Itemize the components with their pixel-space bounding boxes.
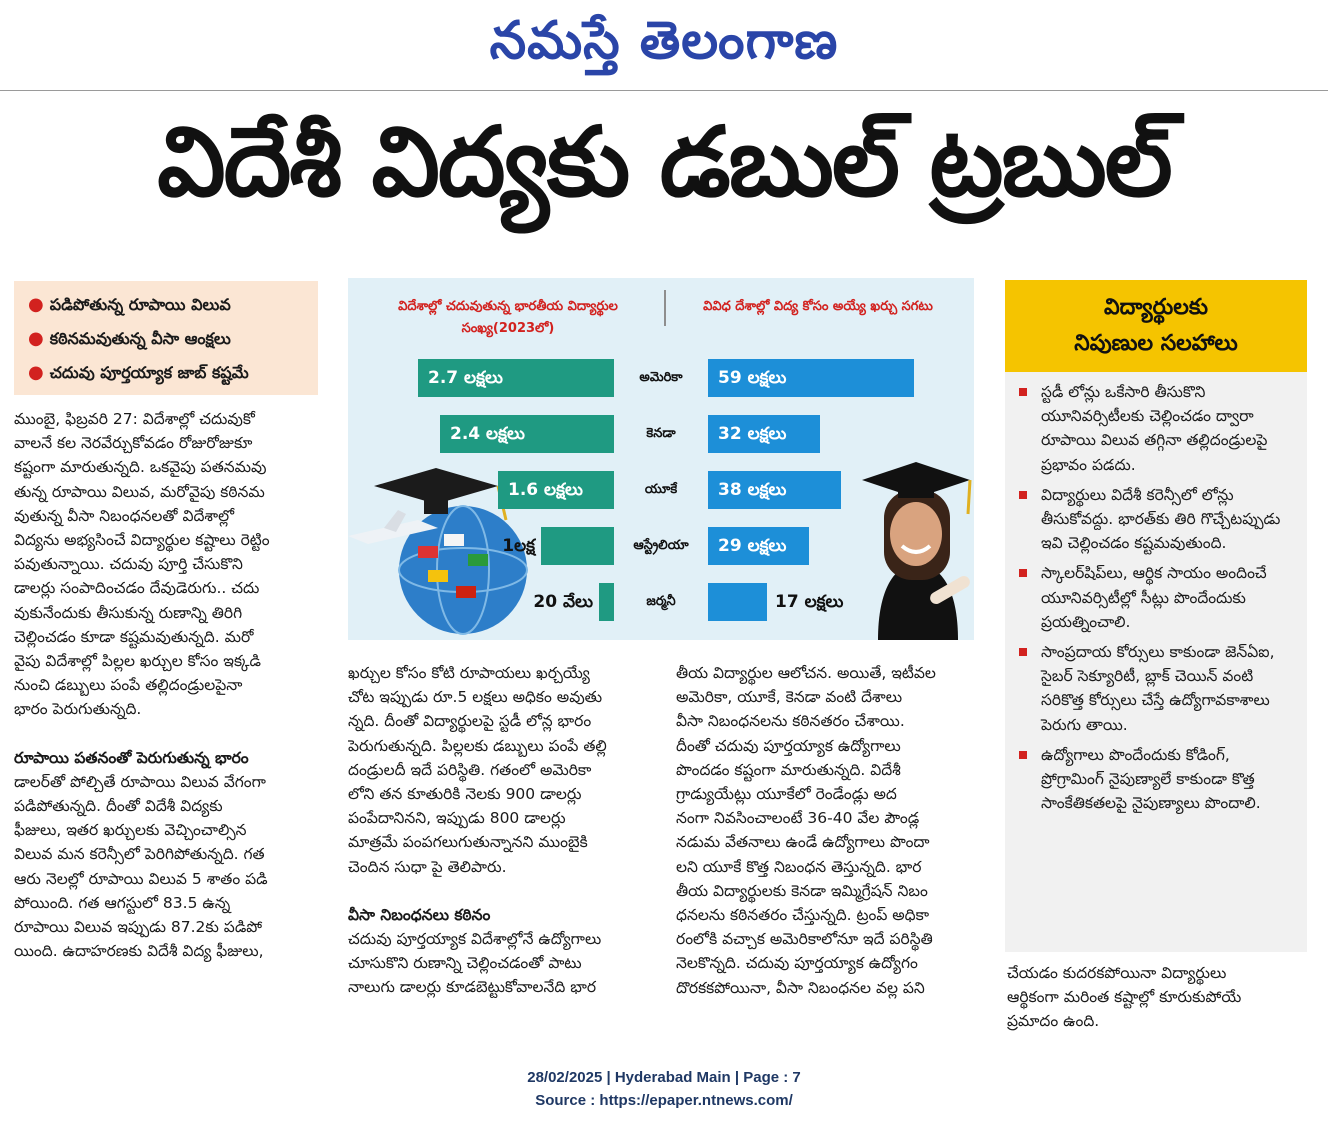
chart-data-label: 32 లక్షలు (718, 424, 787, 444)
article-line: పవుతున్నాయి. చదువు పూర్తి చేసుకొని (14, 555, 243, 574)
masthead-title: నమస్తే తెలంగాణ (489, 10, 839, 71)
square-bullet-icon (1019, 569, 1027, 577)
chart-data-label: 2.4 లక్షలు (450, 424, 525, 444)
chart-category-label: యూకే (644, 482, 678, 497)
headline (0, 96, 1328, 266)
article-line: తీయ విద్యార్థులకు కెనడా ఇమ్మిగ్రేషన్ నిబం (676, 881, 928, 900)
article-line: రూపాయి విలువ ఇప్పుడు 87.2కు పడిపో (14, 918, 263, 937)
article-line: కష్టంగా మారుతున్నది. ఒకవైపు పతనమవు (14, 458, 267, 477)
article-line: యింది. ఉదాహరణకు విదేశీ విద్య ఫీజులు, (14, 942, 264, 961)
chart-data-label: 1.6 లక్షలు (508, 480, 583, 500)
article-line: ధనలను కఠినతరం చేస్తున్నది. ట్రంప్ అధికా (676, 906, 930, 925)
article-line: దొరకకపోయినా, వీసా నిబంధనల వల్ల పని (676, 978, 925, 997)
article-line: పడిపోతున్నది. దీంతో విదేశీ విద్యకు (14, 797, 223, 816)
chart-data-label: 1లక్ష (502, 536, 535, 556)
article-lead (14, 407, 330, 722)
article-line: చెందిన సుధా పై తెలిపారు. (348, 857, 507, 876)
article-line: చేయడం కుదరకపోయినా విద్యార్థులు (1007, 964, 1227, 982)
advice-item (1019, 743, 1295, 816)
article-body (676, 661, 982, 1000)
article-line: వీసా నిబంధనలను కఠినతరం చేశాయి. (676, 712, 905, 731)
article-line: పోయింది. గత ఆగస్టులో 83.5 ఉన్న (14, 893, 231, 912)
article-line: గ్రాడ్యుయేట్లు యూకేలో రెండేండ్లు అద (676, 785, 897, 804)
article-line: తీయ విద్యార్థుల ఆలోచన. అయితే, ఇటీవల (676, 664, 936, 682)
advice-list (1005, 372, 1307, 815)
chart-data-label: 59 లక్షలు (718, 368, 787, 388)
article-column-3 (676, 661, 982, 1047)
headline-text: విదేశీ విద్యకు డబుల్ ట్రబుల్ (157, 106, 1171, 218)
subhead-rupee: రూపాయి పతనంతో పెరుగుతున్న భారం (14, 748, 249, 767)
masthead-rule (0, 90, 1328, 91)
article-line: భారం పెరుగుతున్నది. (14, 700, 142, 719)
advice-text: స్టడీ లోన్లు ఒకేసారి తీసుకొని యూనివర్సిటీలకు చెల్లించడం ద్వారా రూపాయి విలువ తగ్గినా తల్లిదండ్రులపై ప్రభావం పడదు. (1041, 383, 1268, 474)
chart-data-label: 20 వేలు (533, 592, 593, 612)
article-line: చదువు పూర్తయ్యాక విదేశాల్లోనే ఉద్యోగాలు (348, 930, 602, 949)
article-column-1 (14, 407, 330, 1047)
chart-category-label: ఆస్ట్రేలియా (633, 538, 689, 553)
advice-item (1019, 640, 1295, 737)
article-column-4 (1007, 961, 1309, 1047)
article-line: రంలోకి వచ్చాక అమెరికాలోనూ ఇదే పరిస్థితి (676, 930, 933, 949)
square-bullet-icon (1019, 491, 1027, 499)
advice-title-line-1: విద్యార్థులకు (1104, 295, 1208, 320)
chart-left-title: విదేశాల్లో చదువుతున్న భారతీయ విద్యార్థుల సంఖ్య(2023లో) (398, 299, 618, 336)
subhead-visa: వీసా నిబంధనలు కఠినం (348, 905, 491, 924)
footer (0, 1066, 1328, 1112)
square-bullet-icon (1019, 648, 1027, 656)
infographic (348, 278, 974, 640)
chart-bar-cost (708, 583, 767, 621)
article-line: లోని తన కూతురికి నెలకు 900 డాలర్లు (348, 785, 582, 804)
advice-text: స్కాలర్‌షిప్‌లు, ఆర్థిక సాయం అందించే యూనివర్సిటీల్లో సీట్లు పొందేందుకు ప్రయత్నించాలి. (1041, 564, 1267, 631)
chart-category-label: కెనడా (646, 426, 676, 441)
article-column-2 (348, 661, 650, 1047)
article-line: పొందడం కష్టంగా మారుతున్నది. విదేశీ (676, 760, 901, 779)
article-line: నడుమ వేతనాలు ఉండే ఉద్యోగాలు పొందా (676, 833, 930, 852)
expert-advice-box (1005, 280, 1307, 952)
footer-edition: 28/02/2025 | Hyderabad Main | Page : 7 (527, 1069, 801, 1086)
chart-data-label: 17 లక్షలు (775, 592, 844, 612)
article-line: నాలుగు డాలర్లు కూడబెట్టుకోవాలనేది భార (348, 978, 597, 997)
highlights-box (14, 281, 318, 395)
advice-header (1005, 280, 1307, 372)
article-line: వైపు విదేశాల్లో పిల్లల ఖర్చుల కోసం ఇక్కడి (14, 652, 261, 671)
article-body (348, 927, 650, 1000)
article-line: ఆరు నెలల్లో రూపాయి విలువ 5 శాతం పడి (14, 869, 268, 888)
highlight-item: ● కఠినమవుతున్న వీసా ఆంక్షలు (28, 328, 231, 349)
article-line: ప్రమాదం ఉంది. (1007, 1012, 1100, 1031)
article-line: డాలర్లు సంపాదించడం దేవుడెరుగు.. చదు (14, 579, 260, 598)
article-line: పెరుగుతున్నది. పిల్లలకు డబ్బులు పంపే తల్లి (348, 736, 607, 755)
article-line: వాలనే కల నెరవేర్చుకోవడం రోజురోజుకూ (14, 434, 253, 453)
chart-category-label: జర్మనీ (646, 594, 676, 609)
article-line: ముంబై, ఫిబ్రవరి 27: విదేశాల్లో చదువుకో (14, 410, 255, 428)
chart-data-label: 38 లక్షలు (718, 480, 787, 500)
article-line: తున్న రూపాయి విలువ, మరోవైపు కఠినమ (14, 482, 265, 501)
advice-text: సాంప్రదాయ కోర్సులు కాకుండా జెన్‌ఏఐ, సైబర్ సెక్యూరిటీ, బ్లాక్ చెయిన్ వంటి సరికొత్త కోర్సులు చేస్తే ఉద్యోగావకాశాలు పెరుగు తాయి. (1041, 643, 1275, 734)
advice-title-line-2: నిపుణుల సలహాలు (1074, 331, 1238, 356)
article-line: లని యూకే కొత్త నిబంధన తెస్తున్నది. భార (676, 857, 922, 876)
square-bullet-icon (1019, 751, 1027, 759)
article-line: చూసుకొని రుణాన్ని చెల్లించడంతో పాటు (348, 954, 582, 973)
article-line: ఆర్థికంగా మరింత కష్టాల్లో కూరుకుపోయే (1007, 988, 1242, 1007)
article-line: నుంచి డబ్బులు పంపే తల్లిదండ్రులపైనా (14, 676, 243, 695)
article-line: న్నది. దీంతో విద్యార్థులపై స్టడీ లోన్ల భారం (348, 712, 592, 731)
article-line: వుకునేందుకు తీసుకున్న రుణాన్ని తిరిగి (14, 603, 243, 622)
bullet-icon: ● (28, 294, 44, 315)
article-line: చోట ఇప్పుడు రూ.5 లక్షలు అధికం అవుతు (348, 688, 603, 707)
masthead (0, 0, 1328, 86)
advice-item (1019, 561, 1295, 634)
article-line: వుతున్న వీసా నిబంధనలతో విదేశాల్లో (14, 506, 235, 525)
article-line: నెలకొన్నది. చదువు పూర్తయ్యాక ఉద్యోగం (676, 954, 918, 973)
article-line: విద్యను అభ్యసించే విద్యార్థుల కష్టాలు రెట్టిం (14, 531, 270, 550)
article-line: చెల్లించడం కూడా కష్టమవుతున్నది. మరో (14, 627, 254, 646)
article-line: ఖర్చుల కోసం కోటి రూపాయలు ఖర్చయ్యే (348, 664, 590, 682)
highlight-item: ● పడిపోతున్న రూపాయి విలువ (28, 294, 231, 315)
article-line: నంగా నివసించాలంటే 36-40 వేల పౌండ్ల (676, 809, 920, 828)
chart-right-title: వివిధ దేశాల్లో విద్య కోసం అయ్యే ఖర్చు సగటు (703, 299, 933, 314)
advice-item (1019, 380, 1295, 477)
article-body (14, 770, 330, 964)
bullet-icon: ● (28, 328, 44, 349)
chart-data-label: 29 లక్షలు (718, 536, 787, 556)
article-body (348, 661, 650, 879)
bullet-icon: ● (28, 362, 44, 383)
article-line: డాలర్‌తో పోల్చితే రూపాయి విలువ వేగంగా (14, 772, 266, 791)
article-line: అమెరికా, యూకే, కెనడా వంటి దేశాలు (676, 688, 903, 707)
footer-source: Source : https://epaper.ntnews.com/ (535, 1092, 793, 1109)
article-line: దండ్రులదీ ఇదే పరిస్థితి. గతంలో అమెరికా (348, 760, 592, 779)
article-line: దీంతో చదువు పూర్తయ్యాక ఉద్యోగాలు (676, 736, 901, 755)
article-line: ఫీజులు, ఇతర ఖర్చులకు వెచ్చించాల్సిన (14, 821, 247, 840)
chart-bar-students (541, 527, 614, 565)
square-bullet-icon (1019, 388, 1027, 396)
highlight-item: ● చదువు పూర్తయ్యాక జాబ్ కష్టమే (28, 362, 249, 383)
article-line: మాత్రమే పంపగలుగుతున్నానని ముంబైకి (348, 833, 588, 852)
advice-text: విద్యార్థులు విదేశీ కరెన్సీలో లోన్లు తీసుకోవద్దు. భారత్‌కు తిరి గొచ్చేటప్పుడు ఇవి చెల్లించడం కష్టమవుతుంది. (1041, 485, 1281, 553)
article-body (1007, 961, 1309, 1034)
advice-text: ఉద్యోగాలు పొందేందుకు కోడింగ్, ప్రోగ్రామింగ్ నైపుణ్యాలే కాకుండా కొత్త సాంకేతికతలపై నైపుణ్యాలు పొందాలి. (1041, 745, 1261, 813)
chart-data-label: 2.7 లక్షలు (428, 368, 503, 388)
article-line: పంపేదానినని, ఇప్పుడు 800 డాలర్లు (348, 809, 566, 828)
chart-category-label: అమెరికా (639, 370, 683, 385)
advice-item (1019, 483, 1295, 556)
article-line: విలువ మన కరెన్సీలో పెరిగిపోతున్నది. గత (14, 845, 265, 864)
